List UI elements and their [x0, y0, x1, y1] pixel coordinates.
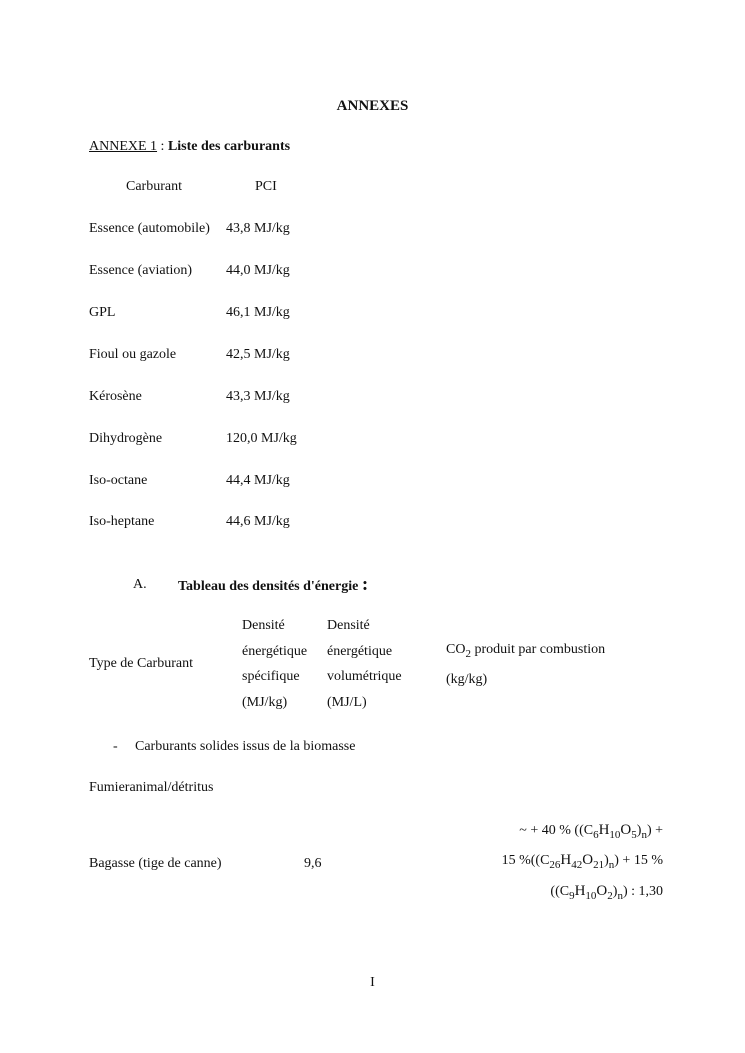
- chem-text: O: [582, 852, 594, 868]
- chem-sub: 26: [549, 859, 561, 871]
- chem-text: ): [604, 853, 609, 868]
- fuel-row-pci: 44,4 MJ/kg: [226, 473, 290, 488]
- chem-text: ((C: [550, 884, 570, 899]
- chem-sub: 10: [585, 890, 597, 902]
- section-a-colon: :: [361, 574, 369, 595]
- header-line: volumétrique: [327, 669, 402, 684]
- chem-text: O: [596, 883, 608, 899]
- fuel-row-pci: 46,1 MJ/kg: [226, 305, 290, 320]
- header-line: spécifique: [242, 669, 300, 684]
- header-line: énergétique: [327, 643, 393, 659]
- chem-sub: 42: [571, 859, 583, 871]
- annex-1-separator: :: [157, 139, 168, 154]
- fuel-row-pci: 43,8 MJ/kg: [226, 221, 290, 236]
- fuel-header: Carburant: [126, 179, 182, 194]
- biomass-heading: Carburants solides issus de la biomasse: [135, 739, 356, 754]
- fuel-row-name: Essence (automobile): [89, 221, 210, 236]
- col-co2: [446, 642, 605, 662]
- chem-sub: n: [641, 829, 647, 841]
- bagasse-name: Bagasse (tige de canne): [89, 856, 222, 871]
- fuel-row-pci: 120,0 MJ/kg: [226, 431, 297, 446]
- chem-text: ~ + 40 % ((C: [519, 823, 594, 838]
- chem-text: O: [620, 822, 632, 838]
- col-volumetric-density: [327, 613, 402, 715]
- fuel-row-pci: 44,0 MJ/kg: [226, 263, 290, 278]
- fuel-row-name: Iso-heptane: [89, 514, 155, 529]
- co2-suffix: produit par combustion: [470, 642, 606, 657]
- pci-header: PCI: [255, 179, 277, 194]
- page-title: ANNEXES: [336, 98, 409, 114]
- section-a-title: Tableau des densités d'énergie: [178, 579, 359, 594]
- chem-sub: n: [617, 890, 623, 902]
- header-line: Densité: [327, 618, 370, 633]
- header-line: Densité: [242, 618, 285, 633]
- chem-text: H: [574, 883, 586, 899]
- chem-sub: 6: [593, 829, 599, 841]
- chem-sub: 9: [569, 890, 575, 902]
- fuel-row-name: Dihydrogène: [89, 431, 163, 446]
- header-line: (MJ/kg): [242, 694, 288, 710]
- chem-text: ): [636, 823, 642, 838]
- fuel-row-pci: 44,6 MJ/kg: [226, 514, 290, 529]
- co2-prefix: CO: [446, 642, 466, 657]
- annex-1-heading: [89, 139, 290, 155]
- chem-text: ) +: [646, 823, 663, 838]
- section-a-letter: A.: [133, 577, 147, 592]
- chem-text: H: [598, 822, 610, 838]
- chem-text: ) + 15 %: [614, 853, 663, 868]
- fuel-row-name: GPL: [89, 305, 116, 320]
- fuel-row-name: Essence (aviation): [89, 263, 193, 278]
- bagasse-co2-line-1: [519, 822, 663, 843]
- chem-sub: 2: [607, 890, 613, 902]
- co2-subscript: 2: [465, 648, 471, 660]
- fuel-row-pci: 42,5 MJ/kg: [226, 347, 290, 362]
- page-number: I: [370, 975, 375, 990]
- bagasse-co2-line-3: [550, 883, 663, 904]
- chem-sub: 21: [593, 859, 605, 871]
- fuel-row-name: Kérosène: [89, 389, 142, 404]
- annex-1-title: Liste des carburants: [167, 139, 291, 154]
- chem-sub: n: [608, 859, 615, 871]
- header-line: énergétique: [242, 643, 308, 659]
- bagasse-co2-line-2: [502, 852, 663, 873]
- fuel-row-name: Iso-octane: [89, 473, 148, 488]
- bullet-dash: -: [113, 739, 118, 754]
- fuel-row-pci: 43,3 MJ/kg: [226, 389, 290, 404]
- col-co2-unit: (kg/kg): [446, 672, 488, 687]
- fuel-row-name: Fioul ou gazole: [89, 347, 177, 362]
- annex-1-label: ANNEXE 1: [89, 139, 158, 154]
- col-fuel-type: Type de Carburant: [89, 656, 193, 671]
- biomass-row-manure: Fumieranimal/détritus: [89, 780, 214, 795]
- chem-text: H: [560, 852, 572, 868]
- header-line: (MJ/L): [327, 694, 367, 710]
- bagasse-value: 9,6: [304, 856, 322, 871]
- chem-text: 15 %((C: [501, 853, 550, 868]
- section-a-heading: [178, 574, 369, 595]
- chem-text: ) : 1,30: [622, 884, 663, 899]
- chem-sub: 5: [631, 829, 637, 841]
- col-specific-density: [242, 613, 307, 715]
- chem-sub: 10: [609, 829, 621, 841]
- chem-text: ): [612, 884, 618, 899]
